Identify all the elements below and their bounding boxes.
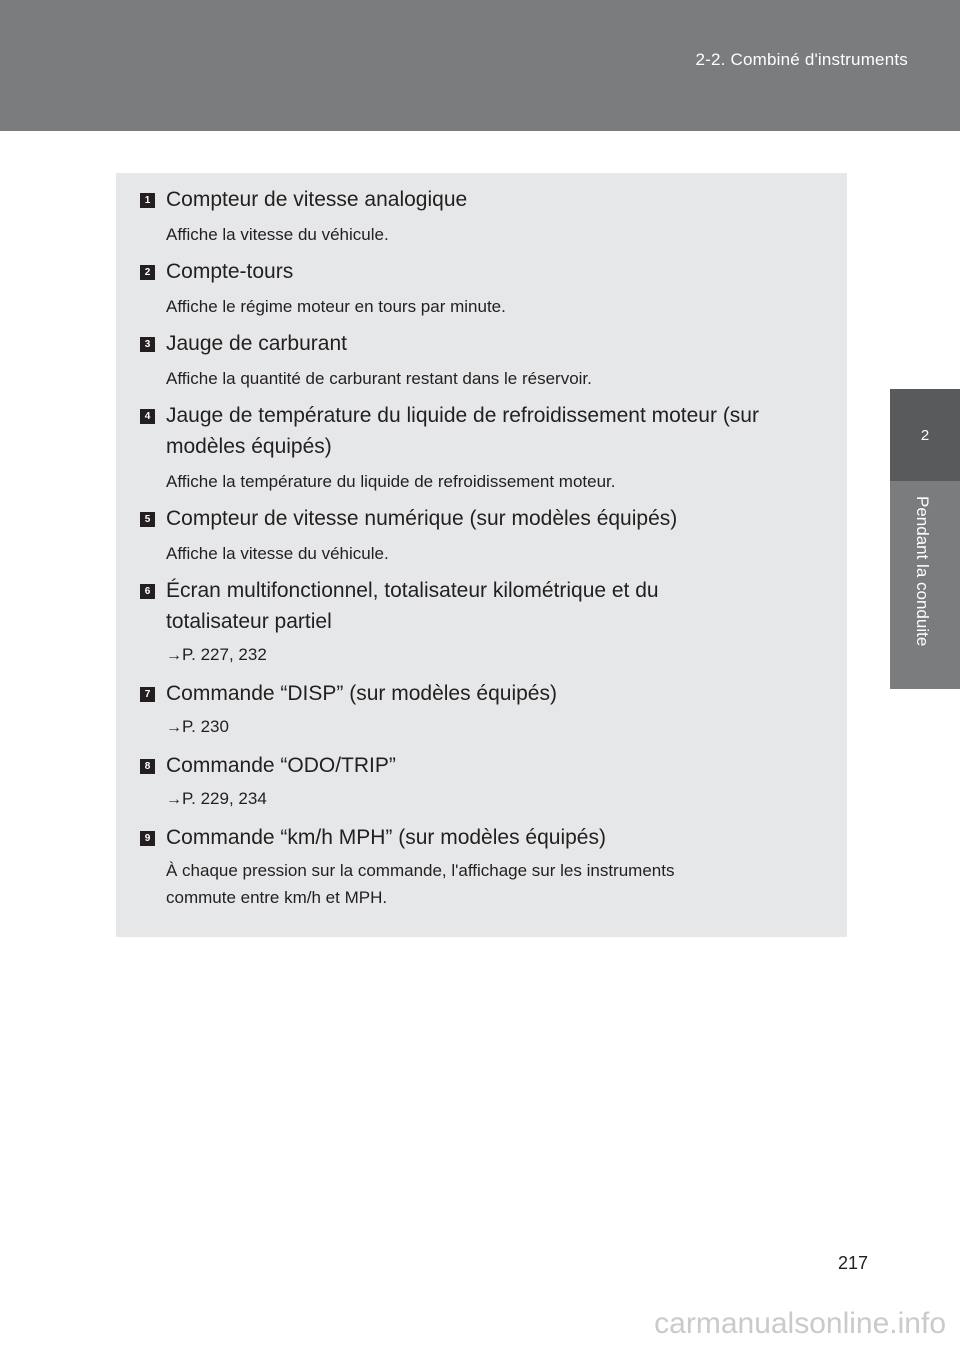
arrow-right-icon: →	[166, 719, 182, 736]
item-description: Affiche la vitesse du véhicule.	[166, 225, 389, 244]
item-title: Jauge de carburant	[166, 332, 347, 355]
item-title-line2: modèles équipés)	[166, 435, 332, 458]
page-reference-link[interactable]: P. 230	[182, 717, 229, 736]
arrow-right-icon: →	[166, 791, 182, 808]
chapter-number: 2	[890, 389, 960, 481]
chapter-label: Pendant la conduite	[913, 496, 932, 647]
section-title: 2-2. Combiné d'instruments	[695, 50, 908, 69]
item-title	[166, 400, 816, 462]
item-number-marker: 1	[140, 193, 155, 208]
item-title: Commande “ODO/TRIP”	[166, 754, 396, 777]
item-description: Affiche la température du liquide de refroidissement moteur.	[166, 472, 616, 491]
page-number: 217	[838, 1253, 869, 1273]
item-description-line1: À chaque pression sur la commande, l'affichage sur les instruments	[166, 861, 675, 880]
item-reference	[166, 785, 816, 813]
item-title: Compteur de vitesse numérique (sur modèles équipés)	[166, 507, 678, 530]
item-number-marker: 2	[140, 265, 155, 280]
instrument-list-box	[116, 173, 847, 937]
item-number-marker: 6	[140, 584, 155, 599]
item-description-line2: commute entre km/h et MPH.	[166, 888, 388, 907]
item-description: Affiche le régime moteur en tours par minute.	[166, 297, 506, 316]
item-description	[166, 857, 816, 911]
page-reference-link[interactable]: P. 227, 232	[182, 645, 267, 664]
item-title-line2: totalisateur partiel	[166, 610, 332, 633]
item-title: Compte-tours	[166, 260, 294, 283]
item-description: Affiche la quantité de carburant restant dans le réservoir.	[166, 369, 592, 388]
item-title: Commande “km/h MPH” (sur modèles équipés)	[166, 826, 606, 849]
item-title: Commande “DISP” (sur modèles équipés)	[166, 682, 557, 705]
item-number-marker: 3	[140, 337, 155, 352]
item-number-marker: 8	[140, 759, 155, 774]
arrow-right-icon: →	[166, 647, 182, 664]
item-reference	[166, 713, 816, 741]
item-title	[166, 575, 816, 637]
header-band	[0, 0, 960, 131]
item-title-line1: Jauge de température du liquide de refroidissement moteur (sur	[166, 404, 759, 427]
item-title: Compteur de vitesse analogique	[166, 188, 468, 211]
watermark-logo: carmanualsonline.info	[654, 1307, 946, 1340]
item-number-marker: 4	[140, 409, 155, 424]
item-number-marker: 9	[140, 831, 155, 846]
item-title-line1: Écran multifonctionnel, totalisateur kilométrique et du	[166, 579, 659, 602]
item-number-marker: 5	[140, 512, 155, 527]
item-number-marker: 7	[140, 687, 155, 702]
page-reference-link[interactable]: P. 229, 234	[182, 789, 267, 808]
item-reference	[166, 641, 816, 669]
item-description: Affiche la vitesse du véhicule.	[166, 544, 389, 563]
